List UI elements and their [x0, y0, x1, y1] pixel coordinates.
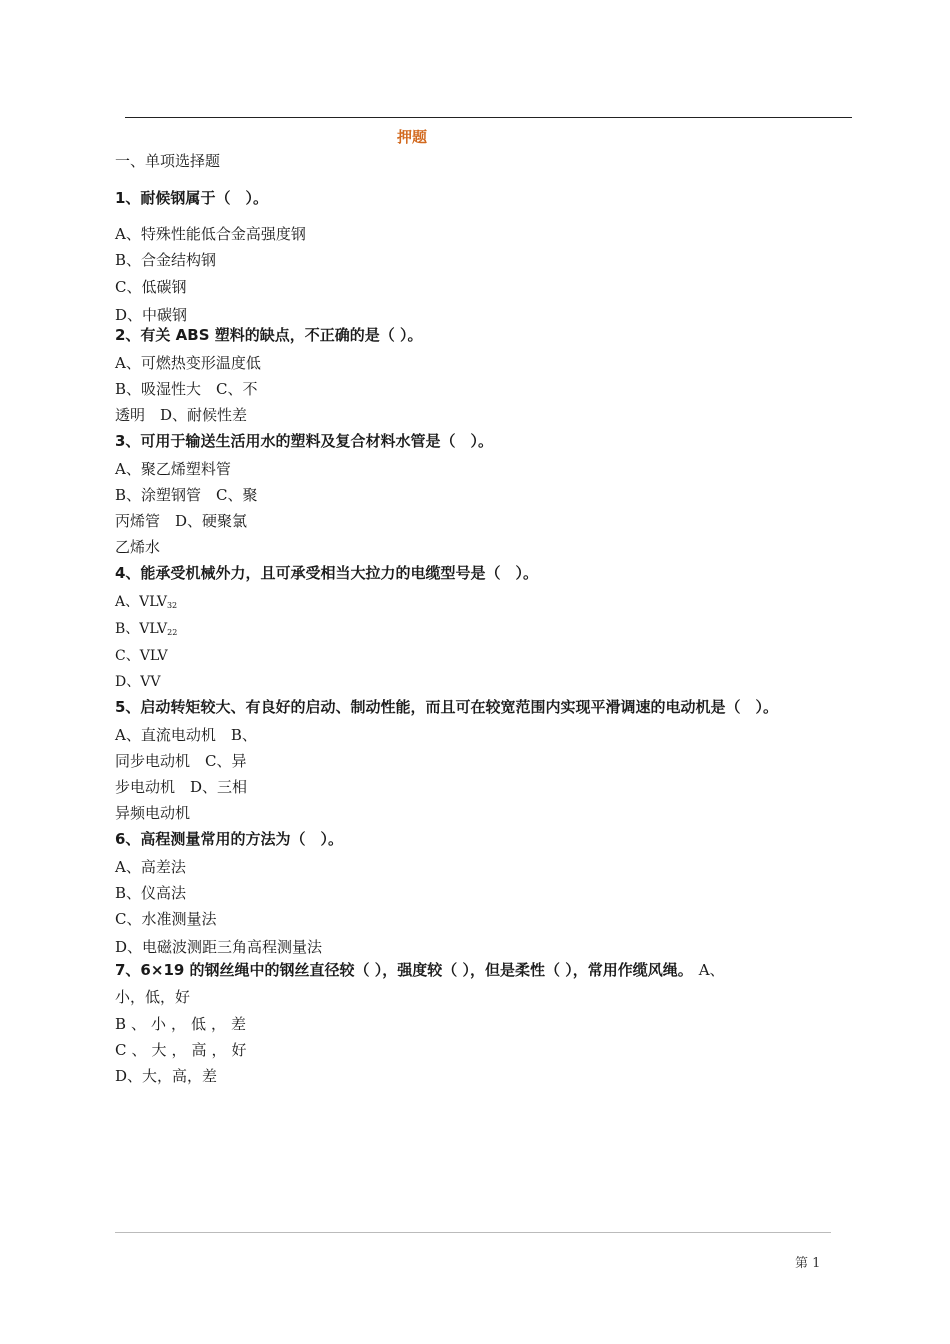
- document-title: 押题: [397, 128, 428, 146]
- question-4-option-a: [115, 591, 177, 611]
- question-3-options-line-3: 丙烯管 D、硬聚氯: [115, 512, 248, 530]
- question-4-option-b-subscript: 22: [167, 628, 178, 637]
- question-6-option-d: D、电磁波测距三角高程测量法: [115, 938, 323, 956]
- section-heading: 一、单项选择题: [115, 152, 221, 170]
- question-4-stem: 4、能承受机械外力，且可承受相当大拉力的电缆型号是（ ）。: [115, 564, 538, 582]
- question-4-option-b: [115, 618, 177, 638]
- question-4-option-b-text: B、VLV: [115, 621, 168, 637]
- question-3-options-line-2: B、涂塑钢管 C、聚: [115, 486, 258, 504]
- question-7-option-d: D、大，高，差: [115, 1067, 218, 1085]
- question-2-options-line-3: 透明 D、耐候性差: [115, 406, 248, 424]
- header-rule: [125, 117, 852, 118]
- question-6-stem: 6、高程测量常用的方法为（ ）。: [115, 830, 343, 848]
- question-1-option-d: D、中碳钢: [115, 306, 188, 324]
- question-7-stem: 7、6×19 的钢丝绳中的钢丝直径较（ ），强度较（ ），但是柔性（ ），常用作缆风绳。: [115, 961, 693, 979]
- question-7-stem-line: [115, 959, 725, 980]
- question-6-option-c: C、水准测量法: [115, 910, 217, 928]
- footer-rule: [115, 1232, 831, 1233]
- question-5-stem: 5、启动转矩较大、有良好的启动、制动性能，而且可在较宽范围内实现平滑调速的电动机是（ ）。: [115, 698, 778, 716]
- question-1-option-b: B、合金结构钢: [115, 251, 217, 269]
- question-2-option-a: A、可燃热变形温度低: [115, 354, 261, 372]
- question-7-option-b: B、小，低，差: [115, 1015, 252, 1033]
- question-4-option-c: C、VLV: [115, 648, 168, 664]
- question-3-option-a: A、聚乙烯塑料管: [115, 460, 231, 478]
- question-6-option-a: A、高差法: [115, 858, 186, 876]
- question-6-option-b: B、仪高法: [115, 884, 187, 902]
- question-2-stem: 2、有关 ABS 塑料的缺点，不正确的是（ ）。: [115, 326, 423, 344]
- question-1-option-a: A、特殊性能低合金高强度钢: [115, 225, 306, 243]
- question-5-options-line-1: A、直流电动机 B、: [115, 726, 257, 744]
- question-1-stem: 1、耐候钢属于（ ）。: [115, 189, 268, 207]
- question-7-option-a: 小，低，好: [115, 988, 191, 1006]
- question-5-options-line-3: 步电动机 D、三相: [115, 778, 248, 796]
- question-7-option-a-label: A、: [698, 961, 725, 979]
- question-5-options-line-4: 异频电动机: [115, 804, 191, 822]
- page-number: 第 1: [795, 1256, 821, 1271]
- question-3-stem: 3、可用于输送生活用水的塑料及复合材料水管是（ ）。: [115, 432, 493, 450]
- question-4-option-a-text: A、VLV: [115, 594, 167, 610]
- question-2-options-line-2: B、吸湿性大 C、不: [115, 380, 258, 398]
- question-4-option-a-subscript: 32: [166, 601, 178, 610]
- question-4-option-d: D、VV: [115, 674, 161, 690]
- question-7-option-c: C、大，高，好: [115, 1041, 252, 1059]
- question-1-option-c: C、低碳钢: [115, 278, 187, 296]
- question-5-options-line-2: 同步电动机 C、异: [115, 752, 247, 770]
- question-3-options-line-4: 乙烯水: [115, 538, 161, 556]
